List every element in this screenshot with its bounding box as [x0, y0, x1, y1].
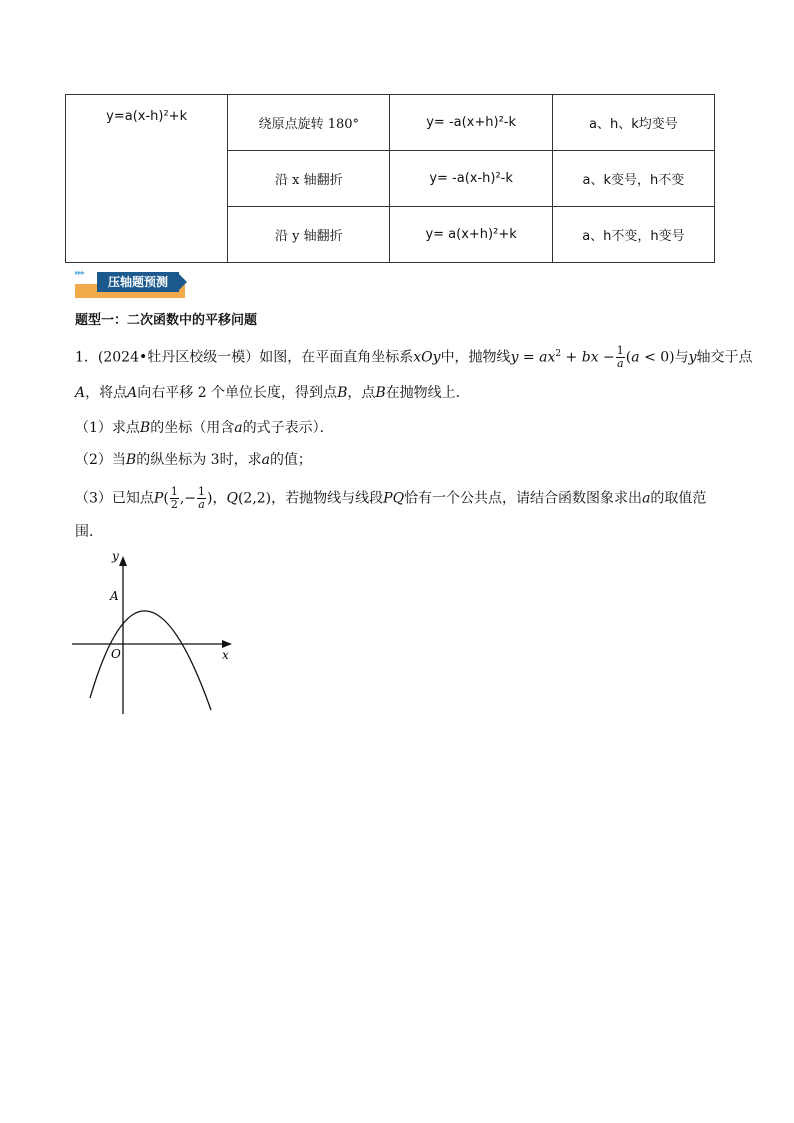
point-a-label: A	[110, 589, 119, 603]
section-title: 题型一：二次函数中的平移问题	[75, 313, 258, 328]
parabola-curve	[90, 611, 211, 710]
result-cell: y= -a(x-h)²-k	[390, 151, 552, 207]
question-2: （2）当B的纵坐标为 3时，求a的值；	[75, 452, 312, 468]
transform-table	[65, 94, 715, 263]
x-axis-arrow-icon	[222, 640, 232, 648]
problem-line-2: A，将点A向右平移 2 个单位长度，得到点B，点B在抛物线上．	[75, 385, 470, 401]
y-axis-arrow-icon	[119, 556, 127, 566]
section-banner	[75, 268, 191, 300]
problem-line-1: 1．(2024•牡丹区校级一模）如图，在平面直角坐标系xOy中，抛物线$y = ax^2$ + bx − $\frac{1}{a}$ (a < 0)与y轴交于点	[75, 344, 753, 371]
banner-dots-icon: ▸▸▸	[75, 268, 85, 277]
transform-cell: 沿 x 轴翻折	[228, 151, 390, 207]
banner-label: 压轴题预测	[97, 272, 179, 292]
base-function-cell: y=a(x-h)²+k	[66, 95, 228, 263]
banner-arrow-icon	[177, 272, 187, 292]
question-3-cont: 围．	[75, 524, 103, 540]
origin-label: O	[111, 647, 121, 661]
question-1: （1）求点B的坐标（用含a的式子表示）．	[75, 420, 334, 436]
transform-cell: 绕原点旋转 180°	[228, 95, 390, 151]
result-cell: y= a(x+h)²+k	[390, 207, 552, 263]
question-3: （3）已知点P( $\frac{1}{2}$ ,− $\frac{1}{a}$ )，Q(2,2)，若抛物线与线段PQ恰有一个公共点，请结合函数图象求出a的取值范	[75, 485, 707, 511]
change-cell: a、h不变，h变号	[552, 207, 714, 263]
transform-cell: 沿 y 轴翻折	[228, 207, 390, 263]
change-cell: a、k变号，h不变	[552, 151, 714, 207]
y-label: y	[112, 549, 119, 563]
change-cell: a、h、k均变号	[552, 95, 714, 151]
x-label: x	[222, 648, 229, 662]
result-cell: y= -a(x+h)²-k	[390, 95, 552, 151]
parabola-figure	[68, 546, 238, 718]
